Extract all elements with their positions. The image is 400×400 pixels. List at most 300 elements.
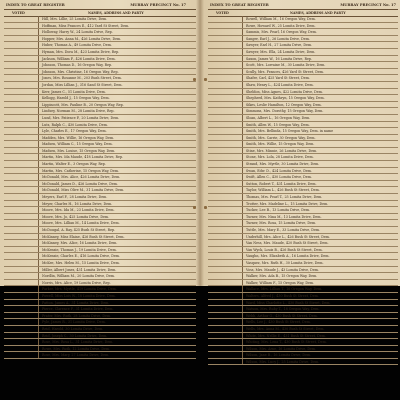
voter-entry: Madden, Mrs. Willie, 16 Oregon Way, Dem. [42, 135, 115, 140]
voted-cell [4, 95, 39, 101]
voted-cell [208, 154, 243, 160]
voter-entry: Walker, William F., 15 Oregon Way, Dem. [246, 280, 315, 285]
register-row [4, 207, 196, 214]
voter-entry: Shaw, Henry L., 424 Lomita Drive, Dem. [246, 82, 314, 87]
voter-entry: Hill, Mrs. Lillie, 25 Lomita Drive, Dem. [42, 17, 108, 21]
voted-cell [208, 313, 243, 319]
register-row [208, 82, 398, 89]
voted-cell [4, 102, 39, 108]
register-row [208, 115, 398, 122]
register-row [4, 161, 196, 168]
right-page-entries [208, 16, 398, 365]
voter-entry: Martin, Mrs. Catherine, 15 Oregon Way, Dem. [42, 168, 120, 173]
voted-cell [4, 319, 39, 325]
register-row [4, 181, 196, 188]
voter-entry: Voss, Mrs. Maude J., 43 Lomita Drive, Dem. [246, 267, 319, 272]
register-row [4, 319, 196, 326]
voted-cell [4, 306, 39, 312]
voted-cell [4, 227, 39, 233]
voter-entry: Lutz, Ralph C., 430 Lomita Drive, Dem. [42, 122, 108, 127]
voted-cell [4, 346, 39, 352]
voter-entry: Wallace, Mrs. Lillian T., 16 Oregon Way, Dem. [246, 287, 323, 292]
register-row [208, 187, 398, 194]
register-row [4, 42, 196, 49]
register-row [208, 306, 398, 313]
voter-entry: Jones, Mrs. Rosanne M., 203 Bush Street, Dem. [42, 76, 122, 81]
voter-entry: Wells, Lee J., 430 Bush St Street, Dem. [246, 320, 311, 325]
voted-cell [4, 42, 39, 48]
register-row [208, 313, 398, 320]
voted-cell [208, 194, 243, 200]
voter-entry: Martin, Mrs. Ida Maude, 418 Lomita Drive, Rep. [42, 155, 124, 160]
voted-cell [4, 293, 39, 299]
voted-cell [208, 141, 243, 147]
voter-entry: Sikes, Leslie Hamilton, 12 Oregon Way, Dem. [246, 102, 322, 107]
voter-entry: Underhill, Mrs. Alice L., 426 Bush St Street, Dem. [246, 234, 330, 239]
register-row [208, 240, 398, 247]
voter-entry: Lindsey, Norman M., 28 Lomita Drive, Rep. [42, 109, 115, 114]
voter-entry: Webb, Arthur G., 430 Bush St Street, Dem. [246, 313, 318, 318]
right-page-binding-mark [204, 206, 207, 209]
register-row [4, 16, 196, 23]
voter-entry: Johnson, Mrs. Christine, 16 Oregon Way, Rep. [42, 69, 119, 74]
voted-cell [208, 319, 243, 325]
voter-entry: Hoffman, Miss Frances E., 412 Yard St Street, Dem. [42, 23, 130, 28]
left-col-voted-label: VOTED [12, 10, 25, 15]
register-row [4, 253, 196, 260]
register-row [4, 108, 196, 115]
register-row [4, 339, 196, 346]
register-row [4, 128, 196, 135]
voter-entry: Lyle, Charles E., 17 Oregon Way, Dem. [42, 129, 107, 134]
voter-entry: McKinney, Miss Elaine, 426 Bush St Street, Dem. [42, 234, 125, 239]
voter-entry: Wells, Mrs. Anna M., 430 Bush St Street, Dem. [246, 326, 325, 331]
register-row [4, 247, 196, 254]
register-row [208, 56, 398, 63]
register-row [208, 161, 398, 168]
voter-entry: Taylor, William L., 426 Bush St Street, Dem. [246, 188, 320, 193]
voted-cell [208, 220, 243, 226]
voter-entry: Sheldon, Miss Agnes, 422 Lomita Drive, Dem. [246, 89, 323, 94]
voter-entry: Thomas, Mrs. Pearl T., 25 Lomita Drive, Dem. [246, 195, 323, 200]
register-row [208, 253, 398, 260]
register-row [4, 326, 196, 333]
register-row [208, 234, 398, 241]
voter-entry: Strand, Mrs. Myrtle, 30 Lomita Drive, Dem. [246, 162, 320, 167]
voter-entry: Scully, Mrs. Frances, 426 Yard St Street, Dem. [246, 69, 324, 74]
voter-entry: Smith, Mrs. Willie, 15 Oregon Way, Dem. [246, 142, 315, 147]
left-page-header-title: INDEX TO GREAT REGISTER [6, 3, 65, 7]
voted-cell [208, 359, 243, 365]
voted-cell [208, 36, 243, 42]
voter-entry: Walters, Alfred J., 430 Bush St Street, Dem. [246, 293, 319, 298]
voter-entry: Norris, Mrs. Alice, 19 Lomita Drive, Rep. [42, 280, 111, 285]
voter-entry: Rowell, William M., 16 Oregon Way, Dem. [246, 17, 316, 21]
voted-cell [4, 220, 39, 226]
voted-cell [4, 260, 39, 266]
voter-entry: Pierce, Clarence F., 31 Lomita Drive, Dem. [42, 307, 114, 312]
voter-entry: Stone, Mrs. Lola, 28 Lomita Drive, Dem. [246, 155, 314, 160]
voted-cell [208, 207, 243, 213]
voted-cell [208, 174, 243, 180]
register-row [208, 352, 398, 359]
voter-entry: Tuttle, Mrs. Mary E., 33 Lomita Drive, Dem. [246, 228, 321, 232]
voted-cell [208, 115, 243, 121]
register-row [4, 62, 196, 69]
register-row [4, 82, 196, 89]
voter-entry: Moore, Mrs. Ida M., 23 Lomita Drive, Dem. [42, 208, 115, 213]
voter-entry: Van Wyck, Louis B., 426 Bush St Street, Dem. [246, 247, 323, 252]
voter-entry: Hopper, Mrs. Anna M., 426 Lomita Drive, Dem. [42, 36, 122, 41]
voter-entry: Nordlin, William M., 20 Lomita Drive, Dem. [42, 274, 115, 279]
voter-entry: Swan, Edw. D., 424 Lomita Drive, Dem. [246, 168, 312, 173]
register-row [208, 220, 398, 227]
register-row [4, 36, 196, 43]
register-row [208, 319, 398, 326]
register-row [208, 29, 398, 36]
voter-entry: Sammis, Mrs. Pearl, 16 Oregon Way, Dem. [246, 30, 317, 35]
voted-cell [4, 115, 39, 121]
voted-cell [208, 122, 243, 128]
voted-cell [208, 161, 243, 167]
voter-entry: Reid, Harold, 30 Lomita Drive, Dem. [42, 326, 104, 331]
register-row [4, 154, 196, 161]
voter-entry: McKenzie, Charles E., 416 Lomita Drive, Dem. [42, 254, 120, 259]
register-row [208, 207, 398, 214]
register-row [4, 333, 196, 340]
voted-cell [208, 102, 243, 108]
register-row [208, 168, 398, 175]
register-row [4, 89, 196, 96]
register-row [4, 227, 196, 234]
voted-cell [208, 227, 243, 233]
left-page [0, 0, 200, 358]
book-gutter [196, 0, 204, 286]
voter-entry: Meyers, Earl F., 28 Lomita Drive, Dem. [42, 195, 108, 200]
voted-cell [208, 89, 243, 95]
register-row [208, 141, 398, 148]
voter-entry: McKenzie, Thomas J., 19 Lomita Drive, Dem. [42, 247, 117, 252]
register-row [208, 346, 398, 353]
voted-cell [4, 214, 39, 220]
register-row [4, 214, 196, 221]
voted-cell [208, 187, 243, 193]
register-row [4, 273, 196, 280]
voted-cell [4, 75, 39, 81]
voted-cell [4, 333, 39, 339]
voter-entry: Wilson, Mrs. Arne, 16 Lomita Drive, Dem. [246, 346, 317, 351]
register-row [208, 181, 398, 188]
voted-cell [4, 247, 39, 253]
left-page-entries [4, 16, 196, 359]
voted-cell [4, 207, 39, 213]
register-row [4, 234, 196, 241]
voted-cell [208, 260, 243, 266]
voter-entry: Wilson, Mrs. Lucy J., 25 Lomita Drive, Dem. [246, 359, 320, 364]
left-col-entry-label: NAMES, ADDRESS AND PARTY [88, 10, 144, 15]
register-row [208, 260, 398, 267]
voted-cell [4, 108, 39, 114]
voter-entry: Smith, Allen W., 15 Oregon Way, Dem. [246, 122, 310, 127]
voter-entry: Sanger, Earl J., 26 Lomita Drive, Dem. [246, 36, 310, 41]
voter-entry: Kerr, James C., 51 Lomita Drive, Dem. [42, 89, 106, 94]
register-row [4, 168, 196, 175]
voter-entry: Turner, Mrs. Rosa, 15 Lomita Drive, Dem. [246, 221, 317, 226]
voter-entry: Shafer, Carl, 425 Yard St Street, Dem. [246, 76, 310, 81]
voted-cell [208, 333, 243, 339]
voted-cell [4, 161, 39, 167]
voted-cell [4, 23, 39, 29]
voted-cell [4, 253, 39, 259]
register-row [208, 42, 398, 49]
voted-cell [208, 168, 243, 174]
voter-entry: McKinney, Mrs. Alice, 16 Lomita Drive, Dem. [42, 241, 118, 246]
voted-cell [4, 135, 39, 141]
voted-cell [4, 36, 39, 42]
register-row [4, 300, 196, 307]
voter-entry: Madsen, William C., 15 Oregon Way, Dem. [42, 142, 113, 147]
voted-cell [4, 49, 39, 55]
voter-entry: Rose, Mrs. Rosa L., 31 Lomita Drive, Dem. [42, 340, 114, 345]
register-row [208, 194, 398, 201]
voted-cell [208, 214, 243, 220]
voted-cell [4, 194, 39, 200]
register-row [4, 346, 196, 353]
voter-entry: Prater, Mrs. Ruth, 28 Lomita Drive, Dem. [42, 313, 112, 318]
register-row [208, 280, 398, 287]
register-row [208, 89, 398, 96]
voter-entry: Sutton, Robert T., 431 Lomita Drive, Dem. [246, 181, 317, 186]
register-row [208, 102, 398, 109]
voted-cell [208, 234, 243, 240]
voted-cell [208, 300, 243, 306]
voted-cell [208, 240, 243, 246]
register-row [208, 247, 398, 254]
register-row [4, 75, 196, 82]
voter-entry: Meyer, Charles H., 16 Lomita Drive, Dem. [42, 201, 113, 206]
register-row [208, 95, 398, 102]
register-row [208, 62, 398, 69]
right-page-binding-mark [204, 78, 207, 81]
voter-entry: Kellogg, Harold J., 15 Oregon Way, Dem. [42, 96, 110, 101]
voted-cell [208, 42, 243, 48]
voter-entry: Hyman, Mrs. Dora M., 423 Lomita Drive, Rep. [42, 49, 120, 54]
voter-entry: Miller, Albert Jones, 431 Lomita Drive, Dem. [42, 267, 117, 272]
voter-entry: McDonald, Mrs. Alice, 426 Lomita Drive, Dem. [42, 175, 121, 180]
voted-cell [4, 280, 39, 286]
register-row [4, 280, 196, 287]
voted-cell [4, 181, 39, 187]
voter-entry: Walker, Mrs. Ada B., 15 Oregon Way, Dem. [246, 274, 318, 279]
register-row [4, 194, 196, 201]
left-page-header-precinct: MURRAY PRECINCT No. 17 [130, 3, 186, 7]
register-row [4, 201, 196, 208]
voter-entry: Vaughn, Mrs. Elizabeth A., 16 Lomita Drive, Dem. [246, 254, 330, 259]
voted-cell [4, 286, 39, 292]
register-row [208, 214, 398, 221]
register-row [208, 273, 398, 280]
voter-entry: Saxon, James W., 16 Lomita Drive, Rep. [246, 56, 313, 61]
voted-cell [208, 352, 243, 358]
register-row [208, 108, 398, 115]
voter-entry: Reid, Joseph C., 30 Lomita Drive, Dem. [42, 333, 108, 338]
voted-cell [4, 326, 39, 332]
right-col-voted-label: VOTED [216, 10, 229, 15]
voted-cell [208, 135, 243, 141]
right-page-header-title: INDEX TO GREAT REGISTER [210, 3, 269, 7]
register-row [4, 115, 196, 122]
voter-entry: Ward, Miss Charlotte L., 430 Bush St Street, Dem. [246, 300, 331, 305]
register-row [4, 260, 196, 267]
voted-cell [208, 273, 243, 279]
voter-entry: Holloway, Harry W., 24 Lomita Drive, Rep. [42, 30, 113, 35]
register-row [208, 36, 398, 43]
voted-cell [208, 306, 243, 312]
voter-entry: Watson, Mrs. Ruby T., 18 Oregon Way, Dem. [246, 307, 320, 312]
register-row [4, 286, 196, 293]
voter-entry: Powell, Miss Lois W., 18 Lomita Drive, Dem. [42, 293, 116, 298]
voter-entry: Wilson, Jane B., 16 Lomita Drive, Dem. [246, 353, 312, 358]
voter-entry: Lippincott, Mrs. Pauline B., 20 Oregon Way, Rep. [42, 102, 124, 107]
voted-cell [208, 247, 243, 253]
register-row [4, 49, 196, 56]
voted-cell [208, 201, 243, 207]
voted-cell [208, 267, 243, 273]
voter-entry: McKee, Mrs. Helen M., 15 Lomita Drive, Dem. [42, 260, 120, 265]
voter-entry: Turner, Mrs. Nina M., 13 Lomita Drive, Dem. [246, 214, 322, 219]
voted-cell [4, 313, 39, 319]
voted-cell [208, 56, 243, 62]
register-row [4, 122, 196, 129]
voted-cell [4, 62, 39, 68]
voter-entry: Rose, Mrs. Mary, 27 Lomita Drive, Dem. [42, 353, 110, 358]
register-row [4, 141, 196, 148]
voter-entry: Sawyer, Earl H., 27 Lomita Drive, Dem. [246, 43, 313, 48]
voter-entry: Vasquez, Mrs. Ruth H., 30 Lomita Drive, Dem. [246, 260, 324, 265]
register-row [4, 306, 196, 313]
register-row [208, 23, 398, 30]
voter-entry: Simmons, Mrs. Dorothy, 15 Oregon Way, Dem. [246, 109, 324, 114]
voter-entry: Sloan, Albert L., 16 Oregon Way, Dem. [246, 115, 311, 120]
voter-entry: Whiting, Mrs. Lena T., 430 Bush St Street, Dem. [246, 340, 327, 345]
voted-cell [208, 280, 243, 286]
voted-cell [4, 234, 39, 240]
voted-cell [4, 300, 39, 306]
register-row [208, 359, 398, 366]
voted-cell [208, 286, 243, 292]
voted-cell [208, 148, 243, 154]
register-row [4, 29, 196, 36]
voted-cell [208, 62, 243, 68]
voter-entry: Johnson, Thomas D., 16 Oregon Way, Rep. [42, 63, 113, 68]
register-row [4, 148, 196, 155]
voted-cell [208, 69, 243, 75]
voter-entry: Moore, Mrs. Jo, 425 Lomita Drive, Dem. [42, 214, 110, 219]
voter-entry: Rowe, Howard W., 25 Lomita Drive, Dem. [246, 23, 316, 28]
voted-cell [4, 352, 39, 358]
voted-cell [4, 187, 39, 193]
register-row [208, 128, 398, 135]
register-row [4, 267, 196, 274]
voter-entry: McDonald, James D., 426 Lomita Drive, Dem. [42, 181, 118, 186]
register-row [208, 49, 398, 56]
register-row [4, 187, 196, 194]
voter-entry: Jordan, Miss Lillian J., 316 Sand St Street, Dem. [42, 82, 123, 87]
voted-cell [208, 253, 243, 259]
voter-entry: Scott, Mrs. Lorraine M., 30 Lomita Drive, Dem. [246, 63, 326, 68]
voted-cell [208, 128, 243, 134]
voter-entry: Rowe, Mrs. Ruth, 12 Lomita Drive, Dem. [42, 346, 111, 351]
voted-cell [4, 122, 39, 128]
voter-entry: McDougal, A. Ray, 425 Bush St Street, Rep. [42, 228, 116, 232]
register-row [208, 300, 398, 307]
voted-cell [4, 16, 39, 22]
register-row [208, 135, 398, 142]
voter-entry: Parker, Mrs. Myrtle, 419 Lomita Drive, Dem. [42, 287, 117, 292]
register-row [4, 220, 196, 227]
voted-cell [208, 75, 243, 81]
register-row [208, 326, 398, 333]
voted-cell [4, 128, 39, 134]
voter-entry: Smith, Mrs. Carrie, 30 Oregon Way, Dem. [246, 135, 316, 140]
voted-cell [208, 16, 243, 22]
voter-entry: Tucker, Lee B., 13 Lomita Drive, Dem. [246, 208, 311, 213]
voted-cell [4, 89, 39, 95]
voter-entry: McDonald, Miss Olive M., 31 Lomita Drive, Dem. [42, 188, 125, 193]
voter-entry: Madsen, Mrs. Louise, 15 Oregon Way, Dem. [42, 148, 116, 153]
voter-entry: Swift, Allen C., 430 Lomita Drive, Dem. [246, 175, 312, 180]
register-row [208, 174, 398, 181]
voter-entry: Stine, Mrs. Minnie, 26 Lomita Drive, Dem. [246, 148, 318, 153]
register-row [208, 75, 398, 82]
register-row [4, 135, 196, 142]
voted-cell [208, 339, 243, 345]
voted-cell [4, 29, 39, 35]
voted-cell [208, 108, 243, 114]
voted-cell [4, 168, 39, 174]
voted-cell [4, 240, 39, 246]
voted-cell [208, 49, 243, 55]
voted-cell [4, 154, 39, 160]
register-row [4, 23, 196, 30]
voter-entry: Van Ness, Mrs. Maude, 420 Bush St Street, Dem. [246, 241, 329, 246]
voter-entry: Moore, Mrs. Lillian M., 14 Lomita Drive, Dem. [42, 221, 120, 226]
voter-entry: Lund, Mrs. Patience P., 20 Lomita Drive, Dem. [42, 115, 120, 120]
register-row [4, 102, 196, 109]
register-row [208, 148, 398, 155]
voted-cell [208, 95, 243, 101]
voter-entry: Martin, Walter E., 3 Oregon Way, Rep. [42, 162, 106, 167]
voter-entry: Huber, Thomas A., 49 Lomita Drive, Dem. [42, 43, 112, 48]
voted-cell [4, 141, 39, 147]
voter-entry: Jackson, William F., 426 Lomita Drive, Dem. [42, 56, 116, 61]
voted-cell [4, 56, 39, 62]
register-row [208, 267, 398, 274]
voted-cell [4, 267, 39, 273]
voted-cell [208, 293, 243, 299]
voter-entry: Trotter, Mrs. Madeline L., 15 Lomita Drive, Dem. [246, 201, 329, 206]
voter-entry: Pyle, James R., 31 Lomita Drive, Dem. [42, 320, 106, 325]
voter-entry: Patton, James A., 31 Lomita Drive, Dem. [42, 300, 110, 305]
register-row [208, 333, 398, 340]
voted-cell [208, 181, 243, 187]
voted-cell [208, 23, 243, 29]
voted-cell [208, 82, 243, 88]
register-row [208, 293, 398, 300]
voter-entry: Smith, Mrs. Bellinda, 15 Oregon Way, Dem. in name [246, 129, 334, 134]
register-row [4, 95, 196, 102]
voted-cell [4, 82, 39, 88]
